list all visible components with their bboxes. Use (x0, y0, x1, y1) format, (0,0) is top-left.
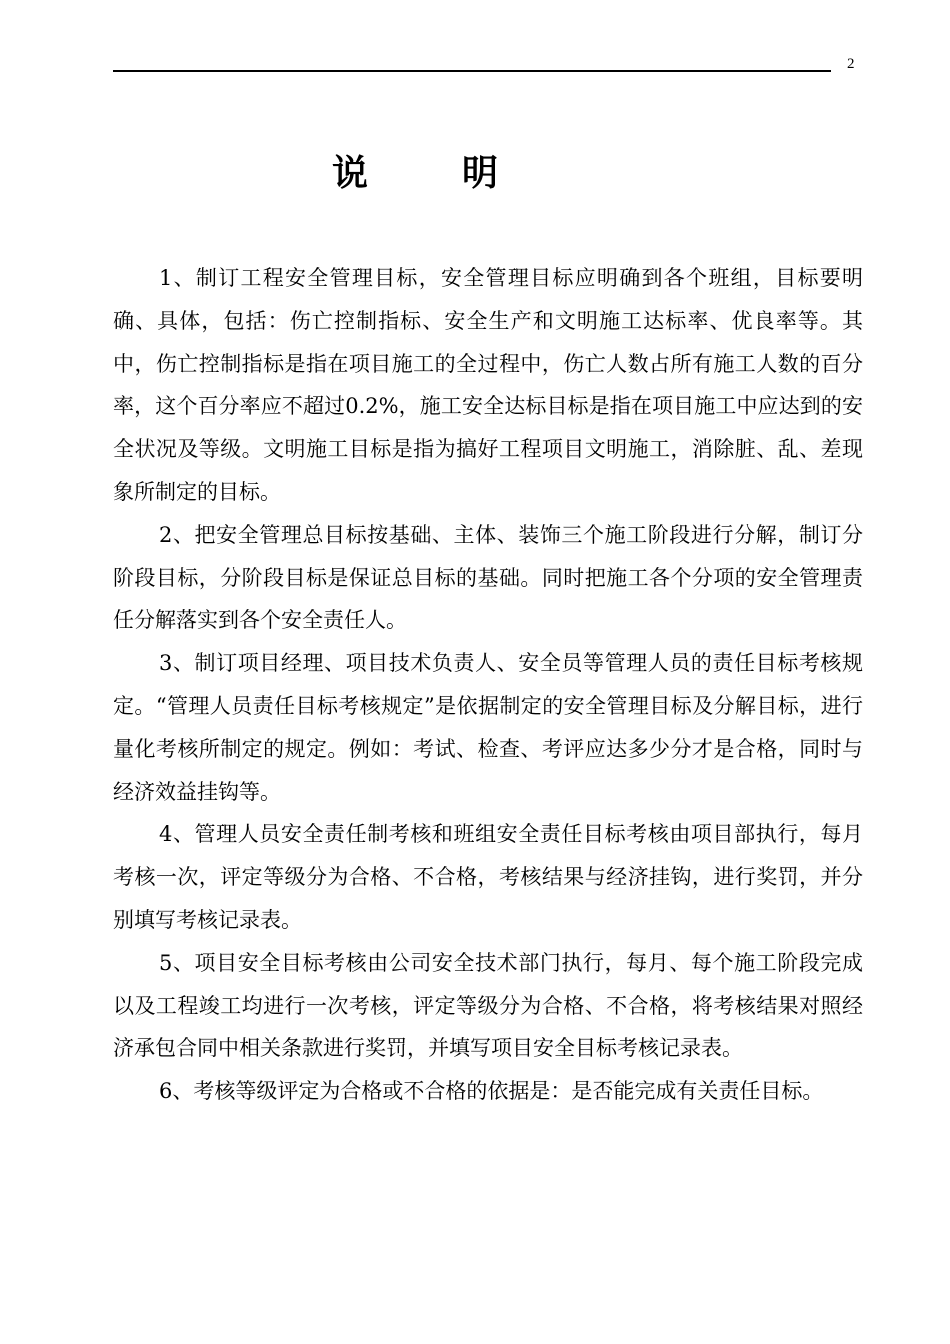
header-rule (113, 70, 831, 72)
page-number: 2 (847, 56, 855, 72)
document-body (113, 257, 863, 1113)
page-title: 说明 (331, 153, 592, 194)
paragraph-4: 4、管理人员安全责任制考核和班组安全责任目标考核由项目部执行，每月考核一次，评定等级分为合格、不合格，考核结果与经济挂钩，进行奖罚，并分别填写考核记录表。 (113, 822, 863, 932)
paragraph-6: 6、考核等级评定为合格或不合格的依据是：是否能完成有关责任目标。 (159, 1079, 824, 1104)
paragraph-1: 1、制订工程安全管理目标，安全管理目标应明确到各个班组，目标要明确、具体，包括：伤亡控制指标、安全生产和文明施工达标率、优良率等。其中，伤亡控制指标是指在项目施工的全过程中，伤亡人数占所有施工人数的百分率，这个百分率应不超过0.2%，施工安全达标目标是指在项目施工中应达到的安全状况及等级。文明施工目标是指为搞好工程项目文明施工，消除脏、乱、差现象所制定的目标。 (113, 266, 863, 504)
paragraph-3: 3、制订项目经理、项目技术负责人、安全员等管理人员的责任目标考核规定。“管理人员责任目标考核规定”是依据制定的安全管理目标及分解目标，进行量化考核所制定的规定。例如：考试、检查、考评应达多少分才是合格，同时与经济效益挂钩等。 (113, 651, 863, 804)
paragraph-2: 2、把安全管理总目标按基础、主体、装饰三个施工阶段进行分解，制订分阶段目标，分阶段目标是保证总目标的基础。同时把施工各个分项的安全管理责任分解落实到各个安全责任人。 (113, 522, 863, 633)
paragraph-5: 5、项目安全目标考核由公司安全技术部门执行，每月、每个施工阶段完成以及工程竣工均进行一次考核，评定等级分为合格、不合格，将考核结果对照经济承包合同中相关条款进行奖罚，并填写项目安全目标考核记录表。 (113, 950, 863, 1061)
